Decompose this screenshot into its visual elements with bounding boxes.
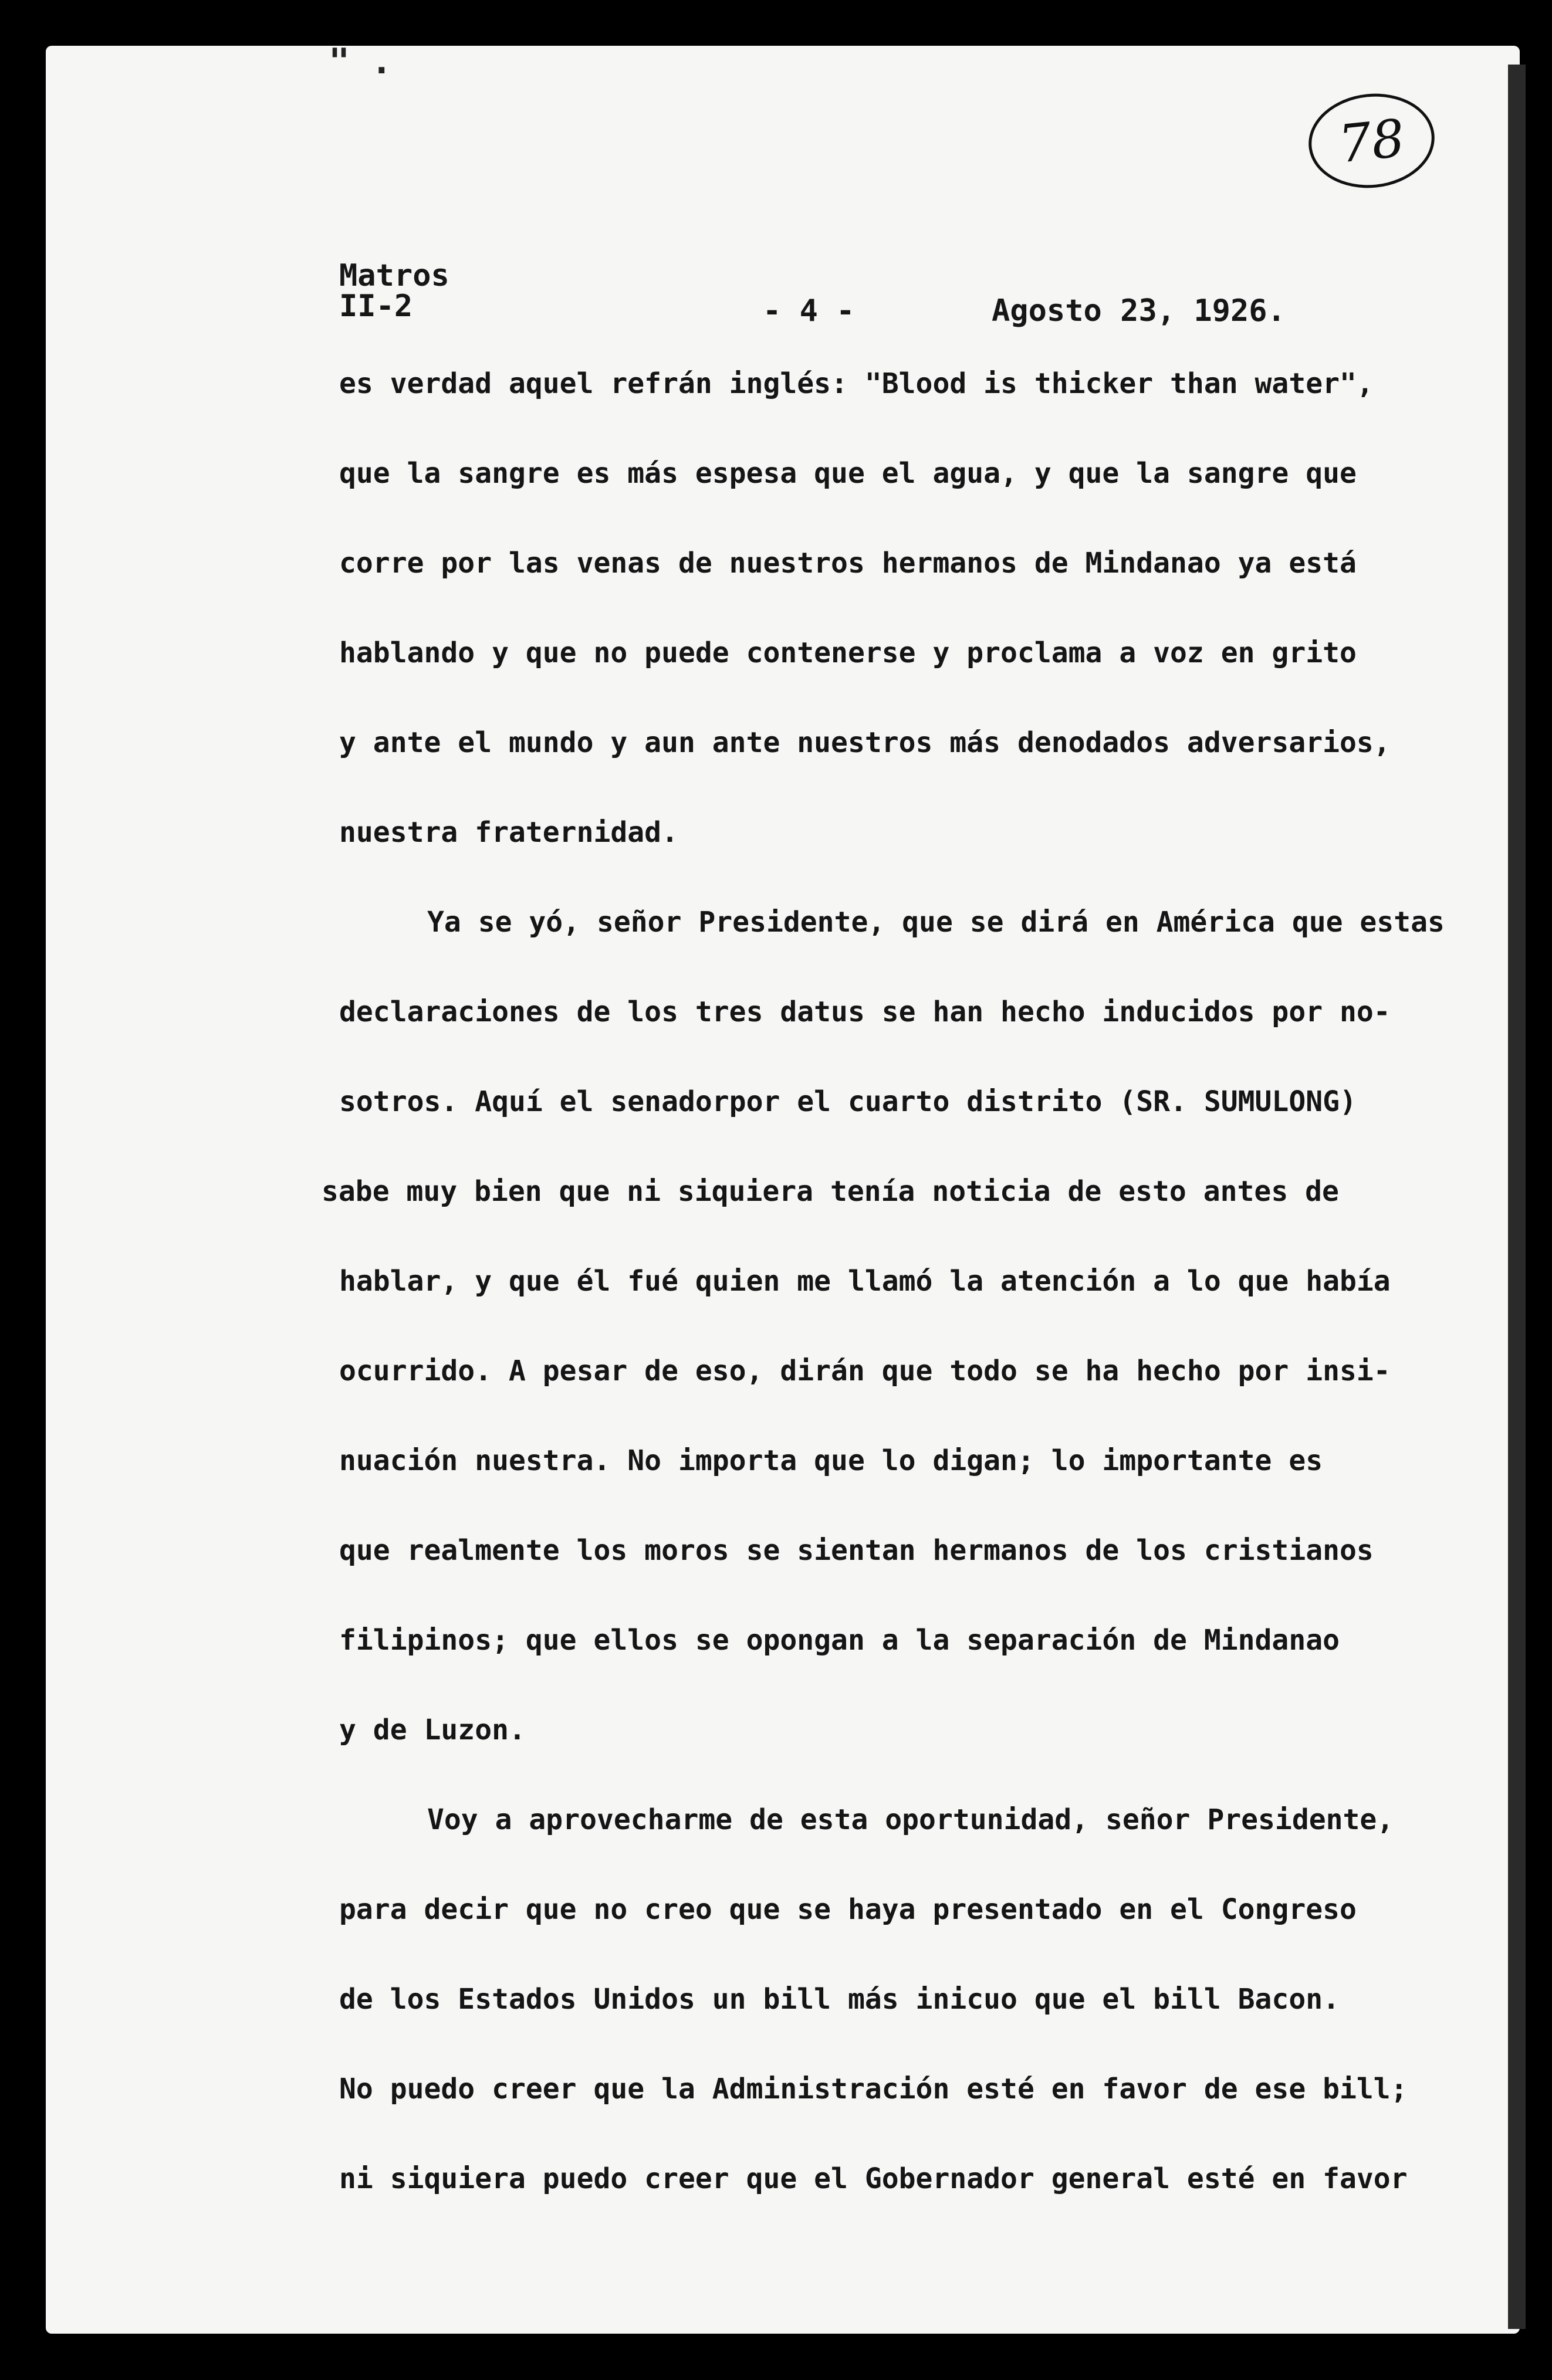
folio-number: 78 bbox=[1335, 107, 1408, 175]
top-margin-mark: " . bbox=[329, 41, 393, 82]
header-speaker: Matros bbox=[339, 258, 449, 293]
body-text bbox=[322, 367, 1489, 2254]
text-line: declaraciones de los tres datus se han hecho inducidos por no- bbox=[339, 996, 1391, 1028]
text-line: que la sangre es más espesa que el agua, y que la sangre que bbox=[339, 457, 1357, 490]
text-line: nuestra fraternidad. bbox=[339, 816, 678, 849]
text-line: filipinos; que ellos se opongan a la separación de Mindanao bbox=[339, 1624, 1340, 1657]
text-line: es verdad aquel refrán inglés: "Blood is thicker than water", bbox=[339, 367, 1374, 400]
text-line: hablando y que no puede contenerse y proclama a voz en grito bbox=[339, 637, 1357, 669]
text-line: para decir que no creo que se haya presentado en el Congreso bbox=[339, 1893, 1357, 1926]
text-line: sabe muy bien que ni siquiera tenía noticia de esto antes de bbox=[322, 1175, 1339, 1208]
text-line: nuación nuestra. No importa que lo digan; lo importante es bbox=[339, 1444, 1323, 1477]
text-line-paragraph-start: Ya se yó, señor Presidente, que se dirá en América que estas bbox=[427, 906, 1445, 939]
text-line: sotros. Aquí el senadorpor el cuarto distrito (SR. SUMULONG) bbox=[339, 1085, 1357, 1118]
header-page-number: - 4 - bbox=[763, 293, 855, 329]
header-section: II-2 bbox=[339, 289, 413, 324]
text-line: de los Estados Unidos un bill más inicuo que el bill Bacon. bbox=[339, 1983, 1340, 2016]
text-line: y de Luzon. bbox=[339, 1714, 526, 1746]
text-line: y ante el mundo y aun ante nuestros más denodados adversarios, bbox=[339, 726, 1391, 759]
page-edge-shadow bbox=[1508, 65, 1526, 2329]
text-line: corre por las venas de nuestros hermanos de Mindanao ya está bbox=[339, 547, 1357, 580]
text-line: hablar, y que él fué quien me llamó la atención a lo que había bbox=[339, 1265, 1391, 1298]
text-line: ocurrido. A pesar de eso, dirán que todo se ha hecho por insi- bbox=[339, 1355, 1391, 1387]
text-line: No puedo creer que la Administración esté en favor de ese bill; bbox=[339, 2073, 1408, 2105]
text-line: ni siquiera puedo creer que el Gobernador general esté en favor bbox=[339, 2162, 1408, 2195]
text-line-paragraph-start: Voy a aprovecharme de esta oportunidad, señor Presidente, bbox=[427, 1803, 1394, 1836]
header-date: Agosto 23, 1926. bbox=[992, 293, 1286, 329]
text-line: que realmente los moros se sientan hermanos de los cristianos bbox=[339, 1534, 1374, 1567]
